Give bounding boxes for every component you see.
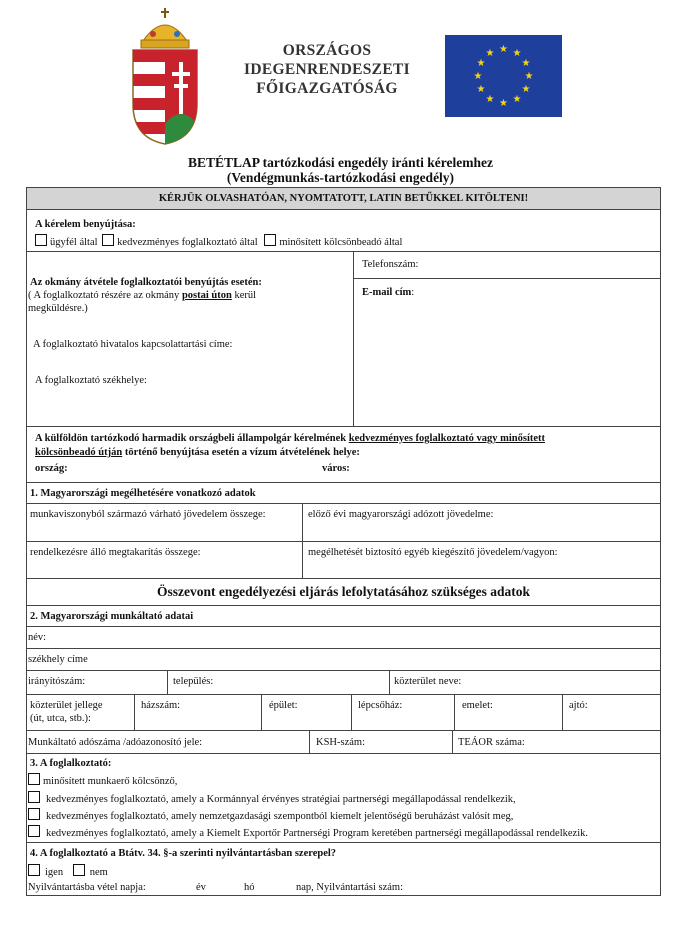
svg-text:★: ★ [521, 58, 531, 69]
employer-type-heading: 3. A foglalkoztató: [30, 758, 112, 769]
expected-income-label: munkaviszonyból származó várható jövedelem összege: [30, 509, 266, 520]
divider [26, 842, 661, 843]
svg-text:★: ★ [476, 84, 486, 95]
agency-line-3: FŐIGAZGATÓSÁG [256, 80, 398, 97]
yes-label: igen [45, 867, 64, 878]
email-label [362, 286, 414, 299]
svg-text:★: ★ [485, 94, 495, 105]
svg-text:★: ★ [521, 84, 531, 95]
ksh-label: KSH-szám: [316, 737, 365, 748]
visa-country-label: ország: [35, 463, 68, 474]
divider [562, 694, 563, 730]
divider [353, 278, 661, 279]
divider [309, 730, 310, 753]
agency-line-1: ORSZÁGOS [282, 42, 372, 59]
visa-underlined: kedvezményes foglalkoztató vagy minősített [348, 433, 546, 444]
divider [26, 605, 661, 606]
svg-text:★: ★ [485, 48, 495, 59]
employer-type-option-1 [28, 773, 177, 788]
svg-text:★: ★ [512, 48, 522, 59]
visa-line-2 [35, 446, 360, 459]
checkbox-qualified-labor-lender[interactable] [28, 773, 40, 785]
note-postal: postai úton [181, 290, 232, 301]
divider [134, 694, 135, 730]
divider [454, 694, 455, 730]
divider [26, 578, 661, 579]
zip-label: irányítószám: [28, 676, 86, 687]
note-text-2: kerül [231, 290, 257, 301]
public-area-type-label [30, 699, 103, 725]
divider [26, 648, 661, 649]
svg-text:★: ★ [473, 71, 483, 82]
divider [26, 482, 661, 483]
divider [351, 694, 352, 730]
checkbox-priority-investment[interactable] [28, 808, 40, 820]
section-title: Összevont engedélyezési eljárás lefolytatásához szükséges adatok [156, 584, 531, 599]
settlement-label: település: [173, 676, 214, 687]
checkbox-preferential-employer[interactable] [102, 234, 114, 246]
eu-flag [445, 35, 562, 117]
title-line-2: (Vendégmunkás-tartózkodási engedély) [226, 170, 455, 185]
email-colon: : [411, 287, 415, 298]
registry-month-label: hó [244, 882, 255, 893]
svg-text:★: ★ [499, 44, 508, 55]
page-title [0, 155, 681, 185]
checkbox-export-partnership[interactable] [28, 825, 40, 837]
divider [167, 670, 168, 694]
option-4-label: kedvezményes foglalkoztató, amely a Kiemelt Exportőr Partnerségi Program keretében partnerségi megállapodással rendelkezik. [46, 828, 589, 839]
svg-text:★: ★ [476, 58, 486, 69]
instruction-banner-text: KÉRJÜK OLVASHATÓAN, NYOMTATOTT, LATIN BETŰKKEL KITÖLTENI! [158, 193, 529, 204]
divider [26, 541, 661, 542]
other-income-label: megélhetését biztosító egyéb kiegészítő jövedelem/vagyon: [308, 547, 558, 558]
title-line-1: BETÉTLAP tartózkodási engedély iránti kérelemhez [188, 155, 493, 170]
door-label: ajtó: [569, 700, 588, 711]
subsistence-heading: 1. Magyarországi megélhetésére vonatkozó adatok [30, 488, 256, 499]
public-area-name-label: közterület neve: [394, 676, 462, 687]
note-text: ( A foglalkoztató részére az okmány [28, 290, 182, 301]
registry-day-label: nap, Nyilvántartási szám: [296, 882, 404, 893]
employer-type-option-2 [28, 791, 516, 806]
teaor-label: TEÁOR száma: [458, 737, 525, 748]
tax-id-label: Munkáltató adószáma /adóazonosító jele: [28, 737, 203, 748]
divider [261, 694, 262, 730]
divider [452, 730, 453, 753]
option-qualified-lender-label: minősített kölcsönbeadó által [279, 237, 403, 248]
contact-address-label: A foglalkoztató hivatalos kapcsolattartási címe: [33, 339, 233, 350]
registry-options [28, 864, 108, 879]
divider [26, 753, 661, 754]
agency-line-2: IDEGENRENDESZETI [244, 61, 410, 78]
visa-city-label: város: [322, 463, 350, 474]
employer-type-option-4 [28, 825, 588, 840]
document-receipt-note-line2: megküldésre.) [28, 303, 88, 314]
hungarian-coat-of-arms [127, 4, 203, 146]
divider [26, 426, 661, 427]
submission-heading: A kérelem benyújtása: [35, 219, 136, 230]
employer-name-label: név: [28, 632, 47, 643]
employer-seat-label: székhely címe [28, 654, 88, 665]
previous-year-income-label: előző évi magyarországi adózott jövedelme: [308, 509, 494, 520]
divider [26, 670, 661, 671]
checkbox-strategic-partner[interactable] [28, 791, 40, 803]
building-label: épület: [269, 700, 298, 711]
visa-underlined-2: kölcsönbeadó útján [35, 447, 123, 458]
registry-date-label: Nyilvántartásba vétel napja: [28, 882, 146, 893]
savings-label: rendelkezésre álló megtakarítás összege: [30, 547, 201, 558]
submission-options [35, 234, 402, 249]
staircase-label: lépcsőház: [358, 700, 403, 711]
divider [26, 694, 661, 695]
phone-label: Telefonszám: [362, 259, 419, 270]
checkbox-yes[interactable] [28, 864, 40, 876]
document-receipt-note [28, 289, 256, 302]
checkbox-no[interactable] [73, 864, 85, 876]
option-2-label: kedvezményes foglalkoztató, amely a Kormánnyal érvényes stratégiai partnerségi megállapodással rendelkezik, [46, 794, 516, 805]
divider [26, 251, 661, 252]
house-number-label: házszám: [141, 700, 181, 711]
seat-label: A foglalkoztató székhelye: [35, 375, 147, 386]
registry-year-label: év [196, 882, 206, 893]
option-3-label: kedvezményes foglalkoztató, amely nemzetgazdasági szempontból kiemelt jelentőségű beruházást valósít meg, [46, 811, 514, 822]
agency-name [222, 41, 432, 98]
svg-text:★: ★ [524, 71, 534, 82]
divider [389, 670, 390, 694]
option-1-label: minősített munkaerő kölcsönző, [43, 776, 178, 787]
divider [26, 730, 661, 731]
visa-line-1 [35, 432, 545, 445]
svg-text:★: ★ [512, 94, 522, 105]
employer-type-option-3 [28, 808, 513, 823]
checkbox-qualified-lender[interactable] [264, 234, 276, 246]
floor-label: emelet: [462, 700, 493, 711]
email-label-text: E-mail cím [362, 287, 412, 298]
no-label: nem [89, 867, 108, 878]
option-client-label: ügyfél által [50, 237, 98, 248]
svg-text:★: ★ [499, 98, 508, 109]
divider [26, 503, 661, 504]
checkbox-client[interactable] [35, 234, 47, 246]
public-area-type-line-2: (út, utca, stb.): [30, 713, 91, 724]
employer-heading: 2. Magyarországi munkáltató adatai [30, 611, 194, 622]
document-receipt-heading: Az okmány átvétele foglalkoztatói benyújtás esetén: [30, 277, 262, 288]
visa-text-2: történő benyújtása esetén a vízum átvételének helye: [122, 447, 360, 458]
registry-heading: 4. A foglalkoztató a Btátv. 34. §-a szerinti nyilvántartásban szerepel? [30, 848, 337, 859]
visa-text: A külföldön tartózkodó harmadik országbeli állampolgár kérelmének [35, 433, 349, 444]
divider [26, 626, 661, 627]
option-preferential-employer-label: kedvezményes foglalkoztató által [117, 237, 258, 248]
public-area-type-line-1: közterület jellege [30, 700, 103, 711]
